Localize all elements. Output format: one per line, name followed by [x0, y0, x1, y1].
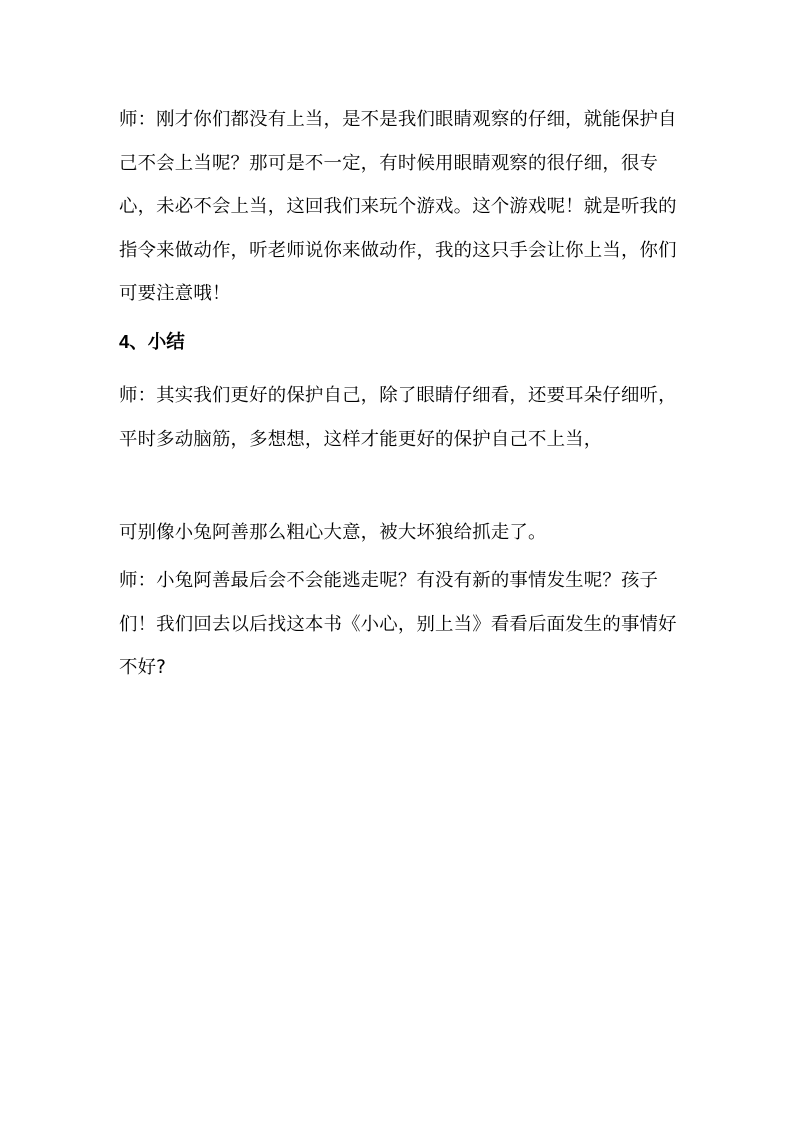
paragraph-teacher-closing-question: 师：小兔阿善最后会不会能逃走呢？有没有新的事情发生呢？孩子们！我们回去以后找这本书《小心，别上当》看看后面发生的事情好不好?	[119, 570, 677, 678]
section-heading-summary: 4、小结	[119, 331, 185, 352]
paragraph-rabbit-careless: 可别像小兔阿善那么粗心大意，被大坏狼给抓走了。	[119, 522, 547, 543]
paragraph-teacher-protect-self: 师：其实我们更好的保护自己，除了眼睛仔细看，还要耳朵仔细听，平时多动脑筋，多想想，这样才能更好的保护自己不上当，	[119, 385, 677, 450]
document-body	[119, 98, 679, 679]
paragraph-teacher-game-intro: 师：刚才你们都没有上当，是不是我们眼睛观察的仔细，就能保护自己不会上当呢？那可是不一定，有时候用眼睛观察的很仔细，很专心，未必不会上当，这回我们来玩个游戏。这个游戏呢！就是听我的指令来做动作，听老师说你来做动作，我的这只手会让你上当，你们可要注意哦！	[119, 109, 677, 304]
